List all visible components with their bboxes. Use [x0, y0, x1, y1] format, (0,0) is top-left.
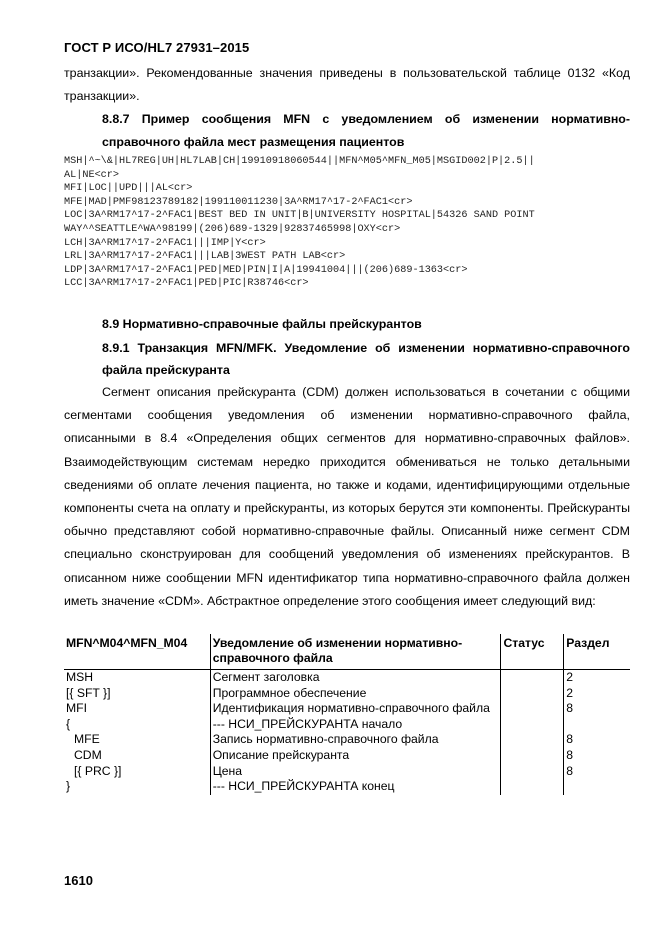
- segment-cell: MSH: [66, 670, 94, 684]
- column-header-status: Статус: [501, 634, 564, 670]
- segment-cell: [{ SFT }]: [66, 685, 111, 700]
- description-cell: Идентификация нормативно-справочного файла: [210, 701, 501, 717]
- table-row: [64, 779, 630, 795]
- message-structure-table: [64, 634, 630, 795]
- status-cell: [501, 748, 564, 764]
- segment-cell: MFI: [66, 701, 87, 716]
- page-number: 1610: [64, 873, 93, 888]
- segment-cell: {: [66, 716, 71, 731]
- description-cell: --- НСИ_ПРЕЙСКУРАНТА конец: [210, 779, 501, 795]
- description-cell: Запись нормативно-справочного файла: [210, 732, 501, 748]
- status-cell: [501, 764, 564, 780]
- column-header-description: Уведомление об изменении нормативно-справочного файла: [210, 634, 501, 670]
- section-cell: 2: [564, 670, 630, 686]
- table-row: [64, 748, 630, 764]
- description-cell: --- НСИ_ПРЕЙСКУРАНТА начало: [210, 717, 501, 733]
- segment-cell: MFE: [74, 732, 100, 747]
- description-cell: Описание прейскуранта: [210, 748, 501, 764]
- section-cell: 8: [564, 701, 630, 717]
- table-row: [64, 670, 630, 686]
- status-cell: [501, 686, 564, 702]
- status-cell: [501, 779, 564, 795]
- intro-paragraph: транзакции». Рекомендованные значения приведены в пользовательской таблице 0132 «Код транзакции».: [64, 66, 630, 104]
- status-cell: [501, 717, 564, 733]
- section-cell: 2: [564, 686, 630, 702]
- description-cell: Программное обеспечение: [210, 686, 501, 702]
- table-row: [64, 732, 630, 748]
- segment-cell: }: [66, 779, 71, 794]
- segment-cell: CDM: [74, 747, 102, 762]
- status-cell: [501, 732, 564, 748]
- section-891-heading: 8.9.1 Транзакция MFN/MFK. Уведомление об изменении нормативно-справочного файла прейскуранта: [102, 341, 630, 377]
- column-header-section: Раздел: [564, 634, 630, 670]
- status-cell: [501, 670, 564, 686]
- description-cell: Сегмент заголовка: [210, 670, 501, 686]
- description-cell: Цена: [210, 764, 501, 780]
- hl7-message-example: MSH|^~\&|HL7REG|UH|HL7LAB|CH|19910918060544||MFN^M05^MFN_M05|MSGID002|P|2.5|| AL|NE<cr> MFI|LOC||UPD|||AL<cr> MFE|MAD|PMF98123789182|199110011230|3A^RM17^17-2^FAC1<cr> LOC|3A^RM17^17-2^FAC1|BEST BED IN UNIT|B|UNIVERSITY HOSPITAL|54326 SAND POINT WAY^^SEATTLE^WA^98199|(206)689-1329|92837465998|OXY<cr> LCH|3A^RM17^17-2^FAC1|||IMP|Y<cr> LRL|3A^RM17^17-2^FAC1|||LAB|3WEST PATH LAB<cr> LDP|3A^RM17^17-2^FAC1|PED|MED|PIN|I|A|19941004|||(206)689-1363<cr> LCC|3A^RM17^17-2^FAC1|PED|PIC|R38746<cr>: [64, 156, 535, 290]
- table-row: [64, 701, 630, 717]
- section-cell: [564, 717, 630, 733]
- segment-cell: [{ PRC }]: [74, 763, 122, 778]
- table-row: [64, 686, 630, 702]
- status-cell: [501, 701, 564, 717]
- table-header-row: [64, 634, 630, 670]
- table-row: [64, 717, 630, 733]
- section-887-heading: 8.8.7 Пример сообщения MFN с уведомлением об изменении нормативно-справочного файла мест размещения пациентов: [102, 112, 630, 150]
- section-cell: 8: [564, 764, 630, 780]
- section-cell: [564, 779, 630, 795]
- section-89-heading: 8.9 Нормативно-справочные файлы прейскурантов: [102, 317, 422, 331]
- section-891-body: Сегмент описания прейскуранта (CDM) должен использоваться в сочетании с общими сегментами сообщения уведомления об изменении нормативно-справочного файла, описанными в 8.4 «Определения общих сегментов для нормативно-справочных файлов». Взаимодействующим системам нередко приходится обмениваться не только детальными сведениями об оплате лечения пациента, но также и кодами, идентифицирующими отдельные компоненты счета на оплату и прейскуранты, из которых берутся эти компоненты. Прейскуранты обычно представляют собой нормативно-справочные файлы. Описанный ниже сегмент CDM специально сконструирован для сообщений уведомления об изменениях прейскурантов. В описанном ниже сообщении MFN идентификатор типа нормативно-справочного файла должен иметь значение «CDM». Абстрактное определение этого сообщения имеет следующий вид:: [64, 385, 630, 608]
- section-cell: 8: [564, 748, 630, 764]
- column-header-message: MFN^M04^MFN_M04: [64, 634, 210, 670]
- table-row: [64, 764, 630, 780]
- running-header: ГОСТ Р ИСО/HL7 27931–2015: [64, 40, 250, 55]
- section-cell: 8: [564, 732, 630, 748]
